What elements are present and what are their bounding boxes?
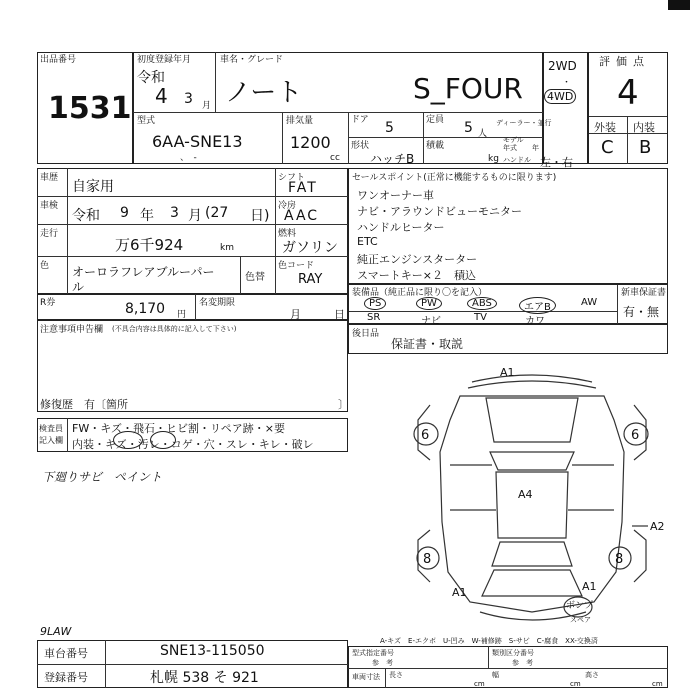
mark-a2-right: A2 [650, 520, 665, 533]
height-cm: cm [652, 680, 663, 688]
cc-unit: cc [330, 153, 340, 163]
name-change-label: 名変期限 [199, 298, 236, 308]
history-label: 車歴 [40, 173, 59, 183]
reg-era: 令和 [137, 70, 165, 86]
first-reg-label: 初度登録年月 [137, 55, 192, 65]
inspection-year-unit: 年 [140, 208, 154, 224]
lot-box [37, 52, 133, 164]
inspection-day: (27 [205, 205, 229, 221]
mark-6-left: 6 [421, 428, 430, 443]
color-label: 色 [40, 261, 50, 271]
displacement-value: 1200 [290, 133, 331, 152]
color-code-value: RAY [298, 272, 323, 287]
inspection-label: 車検 [40, 201, 59, 211]
score-value: 4 [617, 73, 639, 113]
repair-close: 〕 [338, 398, 349, 411]
equip-abs: ABS [467, 297, 497, 310]
displacement-label: 排気量 [286, 116, 314, 126]
length-label: 長さ [389, 671, 403, 679]
plate-label: 登録番号 [44, 671, 88, 684]
reg-month-unit: 月 [202, 101, 212, 111]
interior-grade: B [639, 137, 652, 158]
warranty-value: 有・無 [623, 305, 660, 319]
interior-label: 内装 [633, 121, 655, 134]
sales-point-3: ハンドルヒーター [357, 221, 445, 234]
equipment-box [348, 284, 668, 327]
fuel-label: 燃料 [278, 229, 297, 239]
mileage-value: 万6千924 [115, 236, 184, 254]
reg-month: 3 [184, 91, 193, 107]
kg-unit: kg [488, 154, 499, 164]
notes-sub: (不具合内容は具体的に記入して下さい) [112, 325, 237, 333]
attachments-box [348, 324, 668, 354]
mark-a1-rear-left: A1 [452, 586, 467, 599]
sales-point-6: スマートキー×２ 積込 [357, 269, 476, 282]
handwritten-note: 下廻りサビ ペイント [42, 470, 163, 484]
recycle-label: R券 [40, 298, 56, 308]
sales-points-box [348, 168, 668, 284]
handle-label: ハンドル [503, 156, 531, 164]
equip-leather: カワ [525, 316, 545, 327]
capacity-value: 5 [464, 120, 473, 136]
ac-label: 冷房 [278, 201, 297, 211]
designation-ref: 参 考 [372, 659, 393, 667]
circle-mark-kizu [113, 431, 143, 449]
lot-number: 1531 [48, 91, 132, 126]
category-ref: 参 考 [512, 659, 533, 667]
car-grade: S_FOUR [413, 72, 523, 105]
color-line-1: オーロラフレアブルーパー [72, 265, 215, 279]
repair-label: 修復歴 有〔箇所 [40, 398, 128, 411]
ac-value: AAC [284, 208, 320, 224]
plate-value: 札幌 538 そ 921 [150, 670, 259, 686]
model-year-label-1: モデル [503, 136, 524, 144]
chassis-value: SNE13-115050 [160, 643, 265, 659]
loading-label: 積載 [426, 141, 445, 151]
size-label: 車両寸法 [352, 673, 380, 681]
capacity-unit: 人 [478, 129, 488, 139]
shift-value: FAT [288, 180, 318, 196]
recycle-row [37, 294, 348, 320]
sales-point-5: 純正エンジンスターター [357, 253, 478, 266]
usage-value: 自家用 [72, 179, 114, 195]
inspection-day-unit: 日) [250, 208, 270, 224]
sales-point-4: ETC [357, 235, 378, 248]
score-label: 評価点 [599, 55, 650, 68]
mark-a1-front: A1 [500, 366, 515, 379]
model-code: 6AA-SNE13 [152, 132, 243, 151]
width-label: 幅 [492, 671, 499, 679]
dealer-label: ディーラー・並行 [496, 119, 552, 127]
inspection-era: 令和 [72, 208, 100, 224]
mark-a4-roof: A4 [518, 488, 533, 501]
shape-label: 形状 [351, 141, 370, 151]
inspector-row-1: FW・キズ・飛石・ヒビ割・リペア跡・×要 [72, 422, 285, 435]
equip-navi: ナビ [421, 316, 441, 327]
shift-label: シフト [278, 173, 306, 183]
mark-a1-rear-right: A1 [582, 580, 597, 593]
inspector-label-2: 記入欄 [39, 436, 63, 445]
drive-4wd: 4WD [544, 89, 576, 104]
recycle-yen: 円 [177, 310, 187, 320]
mark-8-left: 8 [423, 552, 432, 567]
inspection-month: 3 [170, 205, 179, 221]
km-unit: km [220, 243, 234, 253]
damage-legend: A-キズ E-エクボ U-凹み W-補修跡 S-サビ C-腐食 XX-交換済 [380, 637, 598, 645]
attachments-label: 後日品 [352, 329, 380, 339]
inspector-label-1: 検査員 [39, 424, 63, 433]
designation-label: 型式指定番号 [352, 649, 394, 657]
handwritten-code: 9LAW [40, 625, 72, 638]
carname-label: 車名・グレード [220, 55, 284, 65]
inspector-row-2: 内装・キズ・汚レ・コゲ・穴・スレ・キレ・破レ [72, 438, 314, 451]
color-line-2: ル [72, 280, 85, 294]
sales-point-2: ナビ・アラウンドビューモニター [357, 205, 522, 218]
equip-aw: AW [581, 297, 598, 308]
color-code-label: 色コード [278, 261, 315, 271]
spare-label: スペア [570, 616, 591, 624]
car-name: ノート [225, 78, 303, 108]
drive-dot: ・ [562, 78, 572, 88]
mileage-label: 走行 [40, 229, 59, 239]
length-cm: cm [474, 680, 485, 688]
attachments-value: 保証書・取説 [391, 337, 464, 351]
color-swap-label: 色替 [245, 272, 265, 283]
recycle-amount: 8,170 [125, 301, 166, 317]
inspection-month-unit: 月 [188, 208, 202, 224]
body-shape: ハッチB [370, 152, 415, 166]
score-box [588, 52, 668, 164]
reg-year: 4 [155, 84, 168, 108]
model-marks: 、 - [180, 153, 197, 163]
drive-2wd: 2WD [548, 59, 577, 73]
inspection-year: 9 [120, 205, 129, 221]
door-value: 5 [385, 120, 394, 136]
lot-label: 出品番号 [40, 55, 77, 65]
sales-point-1: ワンオーナー車 [357, 189, 434, 202]
width-cm: cm [570, 680, 581, 688]
chassis-label: 車台番号 [44, 647, 88, 660]
name-change-month: 月 [290, 308, 301, 321]
equipment-title: 装備品（純正品に限り〇を記入） [352, 288, 488, 298]
drive-box [543, 52, 588, 164]
height-label: 高さ [585, 671, 599, 679]
category-label: 類別区分番号 [492, 649, 534, 657]
fuel-value: ガソリン [282, 240, 338, 256]
pump-label: ボンプ [566, 601, 594, 611]
capacity-label: 定員 [426, 115, 445, 125]
notes-label: 注意事項申告欄 [40, 325, 104, 335]
exterior-label: 外装 [594, 121, 616, 134]
exterior-grade: C [601, 137, 614, 158]
handle-value: 左・右 [540, 156, 573, 169]
warranty-label: 新車保証書 [621, 288, 667, 298]
model-year-label-2: 年式 [503, 144, 517, 152]
model-label: 型式 [137, 116, 156, 126]
name-change-day: 日 [334, 308, 345, 321]
door-label: ドア [351, 115, 369, 125]
equip-ps: PS [364, 297, 386, 310]
mark-8-right: 8 [615, 552, 624, 567]
sales-points-title: セールスポイント(正常に機能するものに限ります) [352, 173, 557, 183]
corner-mark [668, 0, 690, 10]
equip-pw: PW [416, 297, 442, 310]
mark-6-right: 6 [631, 428, 640, 443]
circle-mark-yogore [150, 431, 176, 449]
equip-airbag: エアB [519, 297, 556, 314]
car-damage-diagram [400, 360, 670, 632]
equip-sr: SR [367, 312, 381, 323]
model-year-unit: 年 [532, 144, 539, 152]
equip-tv: TV [474, 312, 487, 323]
